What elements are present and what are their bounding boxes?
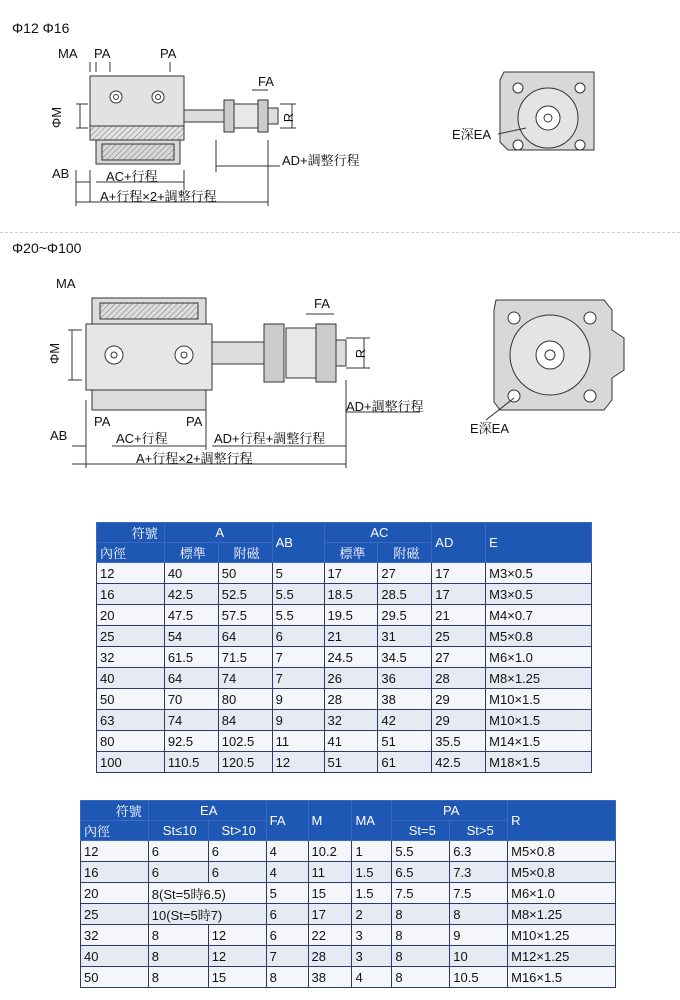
table-cell: 29 — [432, 689, 486, 710]
table-cell: M6×1.0 — [508, 883, 616, 904]
s1-label-pa2: PA — [160, 46, 177, 61]
table-cell: 32 — [324, 710, 378, 731]
s2-label-ad1: AD+行程+調整行程 — [214, 431, 326, 446]
table-cell: M5×0.8 — [486, 626, 592, 647]
table-cell: 64 — [164, 668, 218, 689]
table-cell: 6.3 — [450, 841, 508, 862]
table-cell: 64 — [218, 626, 272, 647]
table-cell: 9 — [450, 925, 508, 946]
table-cell: 5 — [272, 563, 324, 584]
table-cell: 16 — [97, 584, 165, 605]
s2-label-pa1: PA — [94, 414, 111, 429]
table-cell: 7.5 — [450, 883, 508, 904]
table-cell: M3×0.5 — [486, 584, 592, 605]
table-cell: 42.5 — [164, 584, 218, 605]
corner-top-2: 符號 — [81, 801, 149, 821]
table-cell: M16×1.5 — [508, 967, 616, 988]
corner-bottom: 內徑 — [97, 543, 165, 563]
table-cell: 63 — [97, 710, 165, 731]
table-cell: 8 — [148, 925, 208, 946]
table-cell: 51 — [324, 752, 378, 773]
table-cell: M4×0.7 — [486, 605, 592, 626]
table-cell: 18.5 — [324, 584, 378, 605]
table-cell: 3 — [352, 925, 392, 946]
table-cell: 42 — [378, 710, 432, 731]
table-cell: 9 — [272, 710, 324, 731]
col-header-fa: FA — [266, 801, 308, 841]
table-cell: 16 — [81, 862, 149, 883]
table-cell: 8 — [148, 946, 208, 967]
table-cell: 10.5 — [450, 967, 508, 988]
table-row — [81, 946, 616, 967]
table-cell: M6×1.0 — [486, 647, 592, 668]
table-cell: 1.5 — [352, 862, 392, 883]
table-row — [81, 904, 616, 925]
table-cell: 10 — [450, 946, 508, 967]
s1-label-fa: FA — [258, 74, 274, 89]
table-cell: 120.5 — [218, 752, 272, 773]
table-cell: 8 — [392, 904, 450, 925]
s1-label-ma: MA — [58, 46, 78, 61]
table-cell: 7 — [266, 946, 308, 967]
table-row — [97, 626, 592, 647]
table-cell: 4 — [266, 862, 308, 883]
col-header-pa-1: St=5 — [392, 821, 450, 841]
table-cell: 5.5 — [272, 584, 324, 605]
table-cell: M10×1.5 — [486, 710, 592, 731]
table-row — [97, 710, 592, 731]
table-row — [97, 647, 592, 668]
s1-label-phim: ΦM — [49, 106, 65, 129]
table-cell: 51 — [378, 731, 432, 752]
table-cell: 1 — [352, 841, 392, 862]
table-row — [81, 862, 616, 883]
table-cell: 8 — [392, 925, 450, 946]
table-cell: 35.5 — [432, 731, 486, 752]
table-cell: 21 — [432, 605, 486, 626]
table-cell: 27 — [432, 647, 486, 668]
table-row — [97, 668, 592, 689]
col-header-pa-2: St>5 — [450, 821, 508, 841]
s2-label-ab: AB — [50, 428, 68, 443]
table-cell: 34.5 — [378, 647, 432, 668]
table-cell: 26 — [324, 668, 378, 689]
col-header-ac: AC — [324, 523, 432, 543]
table-cell: 12 — [208, 925, 266, 946]
table-row — [97, 605, 592, 626]
table-cell: 10(St=5時7) — [148, 904, 266, 925]
table-cell: 8 — [266, 967, 308, 988]
table-cell: M8×1.25 — [508, 904, 616, 925]
table-cell: 25 — [432, 626, 486, 647]
table-cell: 28 — [432, 668, 486, 689]
table-cell: 40 — [164, 563, 218, 584]
table-cell: 50 — [218, 563, 272, 584]
table-cell: 6 — [208, 841, 266, 862]
table-cell: 32 — [81, 925, 149, 946]
table-cell: 41 — [324, 731, 378, 752]
table-cell: 50 — [97, 689, 165, 710]
table-cell: M5×0.8 — [508, 841, 616, 862]
table-row — [97, 584, 592, 605]
large-cylinder-drawing — [0, 270, 680, 470]
s1-label-ac: AC+行程 — [106, 169, 158, 184]
col-header-ac-std: 標準 — [324, 543, 378, 563]
col-header-a-mag: 附磁 — [218, 543, 272, 563]
table-cell: 5.5 — [272, 605, 324, 626]
table-row — [81, 967, 616, 988]
table-cell: 29.5 — [378, 605, 432, 626]
s1-label-r: R — [281, 112, 297, 123]
s2-label-fa: FA — [314, 296, 330, 311]
col-header-ea-2: St>10 — [208, 821, 266, 841]
table-cell: 20 — [81, 883, 149, 904]
table-cell: 6 — [272, 626, 324, 647]
table-cell: 7.3 — [450, 862, 508, 883]
table-cell: 22 — [308, 925, 352, 946]
spec-table-1 — [96, 522, 592, 773]
table-cell: 8(St=5時6.5) — [148, 883, 266, 904]
table-cell: 28 — [324, 689, 378, 710]
table-cell: 50 — [81, 967, 149, 988]
col-header-a-std: 標準 — [164, 543, 218, 563]
table-cell: 110.5 — [164, 752, 218, 773]
spec-table-2 — [80, 800, 616, 988]
table-cell: 74 — [218, 668, 272, 689]
table-cell: 2 — [352, 904, 392, 925]
table-cell: 6 — [266, 904, 308, 925]
table-cell: 40 — [97, 668, 165, 689]
table-cell: 84 — [218, 710, 272, 731]
table-cell: 28 — [308, 946, 352, 967]
table-cell: 17 — [324, 563, 378, 584]
table-cell: 25 — [81, 904, 149, 925]
s1-label-e: E深EA — [452, 127, 492, 142]
table-cell: 32 — [97, 647, 165, 668]
table-cell: 9 — [272, 689, 324, 710]
table-cell: 19.5 — [324, 605, 378, 626]
table-cell: 17 — [308, 904, 352, 925]
table-cell: 11 — [272, 731, 324, 752]
table-cell: 6 — [148, 841, 208, 862]
table-cell: 102.5 — [218, 731, 272, 752]
col-header-ad: AD — [432, 523, 486, 563]
table-cell: 31 — [378, 626, 432, 647]
table-cell: M3×0.5 — [486, 563, 592, 584]
table-cell: 7 — [272, 647, 324, 668]
table-cell: 70 — [164, 689, 218, 710]
table-cell: 80 — [218, 689, 272, 710]
col-header-a: A — [164, 523, 272, 543]
corner-top: 符號 — [97, 523, 165, 543]
table-cell: 38 — [378, 689, 432, 710]
table-row — [81, 841, 616, 862]
table-cell: 20 — [97, 605, 165, 626]
table-cell: 12 — [272, 752, 324, 773]
table-row — [97, 731, 592, 752]
table-cell: 5 — [266, 883, 308, 904]
table-cell: 6.5 — [392, 862, 450, 883]
table-cell: 71.5 — [218, 647, 272, 668]
table-cell: M10×1.5 — [486, 689, 592, 710]
table-cell: 6 — [148, 862, 208, 883]
table-cell: 38 — [308, 967, 352, 988]
corner-bottom-2: 內徑 — [81, 821, 149, 841]
table-cell: M18×1.5 — [486, 752, 592, 773]
table-cell: 57.5 — [218, 605, 272, 626]
section-divider — [0, 232, 680, 233]
table-cell: 40 — [81, 946, 149, 967]
col-header-ea-1: St≤10 — [148, 821, 208, 841]
table-cell: 4 — [352, 967, 392, 988]
table-cell: M12×1.25 — [508, 946, 616, 967]
table-row — [81, 925, 616, 946]
table-cell: 7.5 — [392, 883, 450, 904]
table-cell: 12 — [97, 563, 165, 584]
table-cell: 8 — [392, 967, 450, 988]
table-cell: 52.5 — [218, 584, 272, 605]
col-header-r: R — [508, 801, 616, 841]
table-cell: 15 — [308, 883, 352, 904]
table-cell: 42.5 — [432, 752, 486, 773]
table-cell: 27 — [378, 563, 432, 584]
s2-label-phim: ΦM — [47, 342, 63, 365]
table-cell: 3 — [352, 946, 392, 967]
s2-label-ac: AC+行程 — [116, 431, 168, 446]
s1-label-pa1: PA — [94, 46, 111, 61]
table-cell: 12 — [81, 841, 149, 862]
table-row — [97, 563, 592, 584]
section2-title: Φ20~Φ100 — [12, 240, 82, 256]
col-header-m: M — [308, 801, 352, 841]
col-header-ea: EA — [148, 801, 266, 821]
table-row — [81, 883, 616, 904]
table-cell: 61 — [378, 752, 432, 773]
table-cell: M8×1.25 — [486, 668, 592, 689]
table-cell: 7 — [272, 668, 324, 689]
table-cell: 36 — [378, 668, 432, 689]
col-header-ac-mag: 附磁 — [378, 543, 432, 563]
table-cell: 21 — [324, 626, 378, 647]
table-cell: 25 — [97, 626, 165, 647]
table-cell: 17 — [432, 563, 486, 584]
table-cell: 8 — [450, 904, 508, 925]
s2-label-r: R — [353, 348, 369, 359]
table-cell: 28.5 — [378, 584, 432, 605]
table-cell: 80 — [97, 731, 165, 752]
table-cell: 47.5 — [164, 605, 218, 626]
table-row — [97, 689, 592, 710]
col-header-pa: PA — [392, 801, 508, 821]
table-cell: M14×1.5 — [486, 731, 592, 752]
table-cell: 24.5 — [324, 647, 378, 668]
s2-label-a: A+行程×2+調整行程 — [136, 451, 253, 466]
table-cell: 15 — [208, 967, 266, 988]
table-cell: 17 — [432, 584, 486, 605]
table-cell: 11 — [308, 862, 352, 883]
table-row — [97, 752, 592, 773]
table-cell: M5×0.8 — [508, 862, 616, 883]
table-cell: 1.5 — [352, 883, 392, 904]
s2-label-pa2: PA — [186, 414, 203, 429]
table-cell: 8 — [148, 967, 208, 988]
table-cell: 74 — [164, 710, 218, 731]
table-cell: 10.2 — [308, 841, 352, 862]
s1-label-ab: AB — [52, 166, 70, 181]
col-header-ab: AB — [272, 523, 324, 563]
table-cell: 5.5 — [392, 841, 450, 862]
table-cell: 92.5 — [164, 731, 218, 752]
table-cell: 4 — [266, 841, 308, 862]
s1-label-a: A+行程×2+調整行程 — [100, 189, 217, 204]
s1-label-ad: AD+調整行程 — [282, 153, 360, 168]
table-cell: M10×1.25 — [508, 925, 616, 946]
table-cell: 29 — [432, 710, 486, 731]
table-cell: 6 — [266, 925, 308, 946]
table-cell: 61.5 — [164, 647, 218, 668]
table-cell: 100 — [97, 752, 165, 773]
table-cell: 6 — [208, 862, 266, 883]
s2-label-ma: MA — [56, 276, 76, 291]
table-cell: 54 — [164, 626, 218, 647]
col-header-ma: MA — [352, 801, 392, 841]
col-header-e: E — [486, 523, 592, 563]
table-cell: 8 — [392, 946, 450, 967]
s2-label-e: E深EA — [470, 421, 510, 436]
table-cell: 12 — [208, 946, 266, 967]
section1-title: Φ12 Φ16 — [12, 20, 70, 36]
s2-label-ad2: AD+調整行程 — [346, 399, 424, 414]
